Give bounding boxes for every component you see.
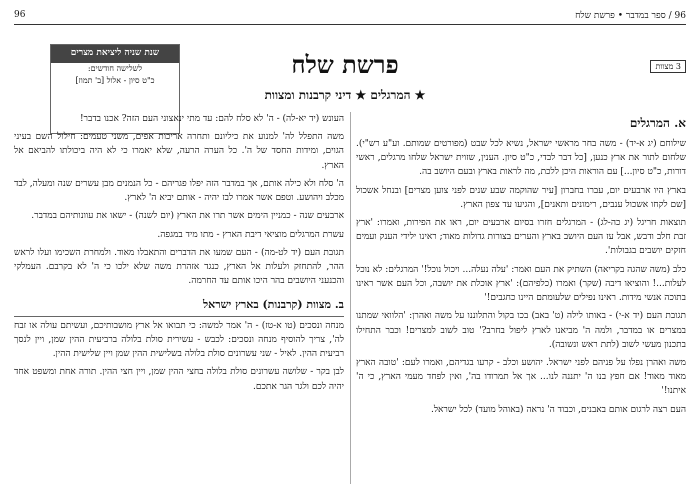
mitzvot-count-badge: 3 מצוות	[650, 60, 686, 73]
paragraph: לבן בקר - שלושה עשרונים סולת בלולה בחצי ההין שמן, ויין חצי ההין. תורה אחת ומשפט אחד יהיה לכם ולגר הגר אתכם.	[14, 367, 344, 392]
right-column	[356, 112, 686, 492]
header-running-title: 96 / ספר במדבר • פרשת שלח	[575, 10, 686, 21]
paragraph: העם רצה לרגום אותם באבנים, וכבוד ה' נראה (באוהל מועד) לכל ישראל.	[430, 404, 686, 415]
paragraph: תוצאות חריגל (יג כה-לג) - המרגלים חזרו בסיום ארבעים יום, ראו את הפירות, ואמרו: 'ארץ זבת חלב ודבש, אבל עז העם היושב בארץ והערים בצורות גדולות מאוד; ראינו ילידי הענק ועמים חזקים יושבים בגבולות'.	[356, 218, 686, 257]
timeline-box-line1: לשלישה חודשים:	[87, 63, 143, 73]
paragraph: משה ואהרן נפלו על פניהם לפני ישראל. יהושע וכלב - קרעו בגדיהם, ואמרו לעם: 'טובה הארץ מאוד מאוד! אם חפץ בנו ה' יתננה לנו... אך אל תמרודו בה', ואין לפחד מעמי הארץ, כי ה' איתנו!'	[356, 358, 686, 397]
paragraph: ה' סלח ולא כילה אותם, אך במדבר הזה יפלו פגריהם - כל הנמנים מבן עשרים שנה ומעלה, לבד מכלב ויהושע. וטפם אשר אמרו לבז יהיה - אותם יביא ה' לארץ.	[14, 178, 344, 204]
page-header	[14, 6, 686, 25]
paragraph: בארץ היו ארבעים יום, עברו בחברון [עיר שהוקמה שבע שנים לפני צוען מצרים] ובנחל אשכול [שם לקחו אשכול ענבים, רימונים ותאנים], והגיעו עד צפון הארץ.	[356, 185, 686, 210]
paragraph: תגובת העם (יד לט-מה) - העם שמעו את הדברים והתאבלו מאוד. ולמחרת השכימו ועלו לראש ההר, להתחזק ולעלות אל הארץ, כנגד אזהרת משה שלא ילכו כי ה' לא בקרבם. העמלקי והכנעני היושבים בהר היכו אותם עד החרמה.	[14, 247, 344, 287]
paragraph: תגובת העם (יד א-י) - באותו לילה (ט' באב) בכו בקול והתלוננו על משה ואהרן: 'הלוואי שמתנו במצרים או במדבר, ולמה ה' מביאנו לארץ ליפול בחרב?' טוב לשוב למצרים! וכבר התחילו בתכנון מעשי לשוב (לתת ראש ונשובה).	[356, 311, 686, 350]
timeline-box-line2: כ"ט סיון - אלול [ב' תמוז]	[75, 76, 155, 86]
paragraph: ארבעים שנה - כמניין הימים אשר תרו את הארץ (יום לשנה) - ישאו את עוונותיהם במדבר.	[31, 211, 344, 222]
header-page-number: 96	[14, 10, 26, 20]
left-column	[14, 112, 344, 492]
paragraph: כלב (משה שהגה בקריאה) השתיק את העם ואמר: 'עלה נעלה... ויכול נוכל!' המרגלים: לא נוכל לעלות...! והוציאו דיבה (שקר) ואמרו (כלפיהם): 'ארץ אוכלת את יושבה, וכל העם אשר ראינו בתוכה אנשי מידות. ראינו נפילים שלעומתם היינו כחגבים!'	[356, 264, 686, 304]
column-divider	[350, 112, 351, 484]
paragraph: מנחה ונסכים (טו א-טז) - ה' אמר למשה: כי תבואו אל ארץ מושבותיכם, ועשיתם עולה או זבח לה', צריך להוסיף מנחה ונסכים: לכבש - עשירית סולת בלולה ברביעית ההין שמן, ויין לנסך רביעית ההין. לאיל - שני עשרונים סולת בלולה בשלישית ההין שמן ויין שלישית ההין.	[14, 320, 344, 360]
timeline-box-title: שנת שניה ליציאת מצרים	[51, 45, 179, 63]
page-subtitle: ★ המרגלים ★ דיני קרבנות ומצוות	[264, 88, 426, 102]
section-heading-mitzvot: ב. מצוות (קרבנות) בארץ ישראל	[14, 296, 344, 316]
paragraph: עשרת המרגלים מוציאי דיבת הארץ - מתו מיד במגפה.	[157, 229, 344, 240]
paragraph: משה התפלל לה' למנוע את כיליונם ותחרה אריכות אפים, משני טעמים: חילול השם בעיני הגוים, ומידות החסד של ה'. כל הערה הרעה, שלא יאמרו כי לא היה ביכולתו להביאם אל הארץ.	[14, 132, 344, 171]
page-title: פרשת שלח	[291, 50, 399, 79]
paragraph: שילוחם (יג א-יד) - משה בחר מראשי ישראל, נשיא לכל שבט (מפורטים שמותם. וע"ע רש"י). שלחום לתור את ארץ כנען, [כל דבר לבדי, כ"ט סיון. הענין, שזוית ישראל שלחו מרגלים, ראשי דורות, כ"ט סיון...] עם הוראות היכן ללכת, מה לראות בארץ ובעם היושב בה.	[356, 138, 686, 178]
paragraph: העונש (יד יא-לה) - ה' לא סלח להם: עד מתי ינאצוני העם הזה? אכנו בדבר!	[79, 114, 344, 124]
section-heading-spies: א. המרגלים	[629, 116, 686, 130]
